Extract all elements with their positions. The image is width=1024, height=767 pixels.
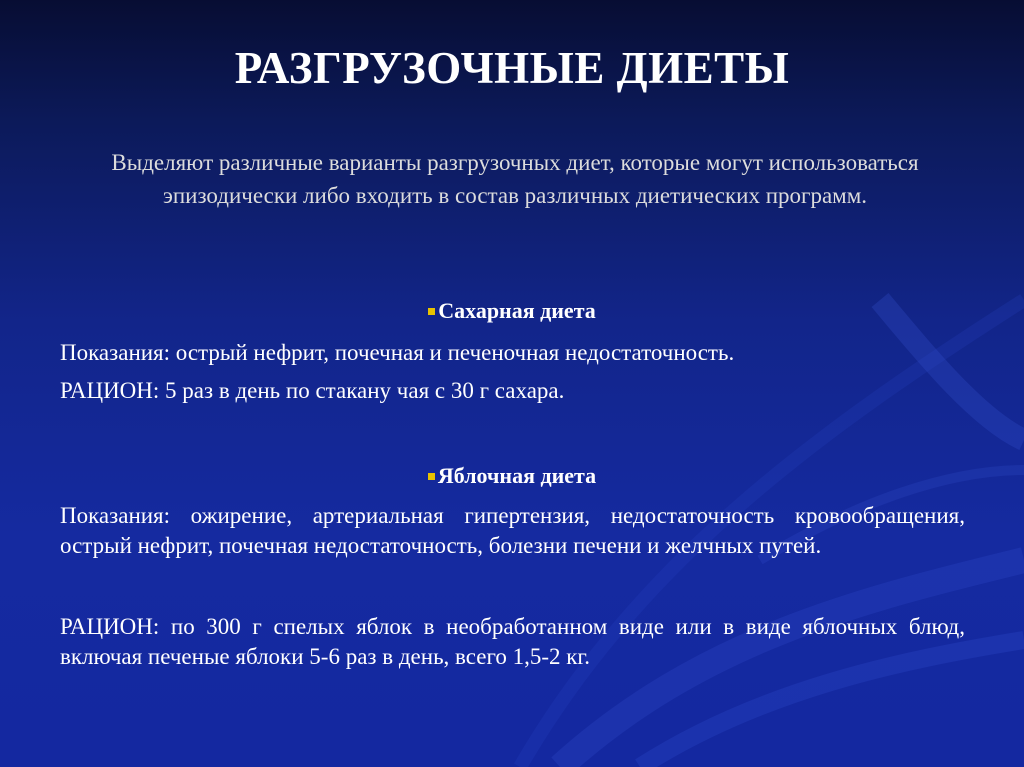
intro-paragraph: Выделяют различные варианты разгрузочных диет, которые могут использоваться эпизодически либо входить в состав различных диетических программ.: [111, 150, 919, 208]
slide-title: РАЗГРУЗОЧНЫЕ ДИЕТЫ: [234, 43, 790, 93]
section-heading-apple-diet: [0, 461, 1024, 491]
apple-diet-indications: Показания: ожирение, артериальная гипертензия, недостаточность кровообращения, острый нефрит, почечная недостаточность, болезни печени и желчных путей.: [60, 503, 965, 558]
section-heading-text: Сахарная диета: [438, 298, 596, 323]
sugar-diet-indications: Показания: острый нефрит, почечная и печеночная недостаточность.: [60, 340, 735, 365]
sugar-diet-ration: РАЦИОН: 5 раз в день по стакану чая с 30 г сахара.: [60, 378, 565, 403]
square-bullet-icon: [428, 473, 435, 480]
section-heading-sugar-diet: [0, 296, 1024, 326]
square-bullet-icon: [428, 308, 435, 315]
apple-diet-ration: РАЦИОН: по 300 г спелых яблок в необработанном виде или в виде яблочных блюд, включая печеные яблоки 5-6 раз в день, всего 1,5-2 кг.: [60, 614, 965, 669]
section-heading-text: Яблочная диета: [437, 463, 597, 488]
